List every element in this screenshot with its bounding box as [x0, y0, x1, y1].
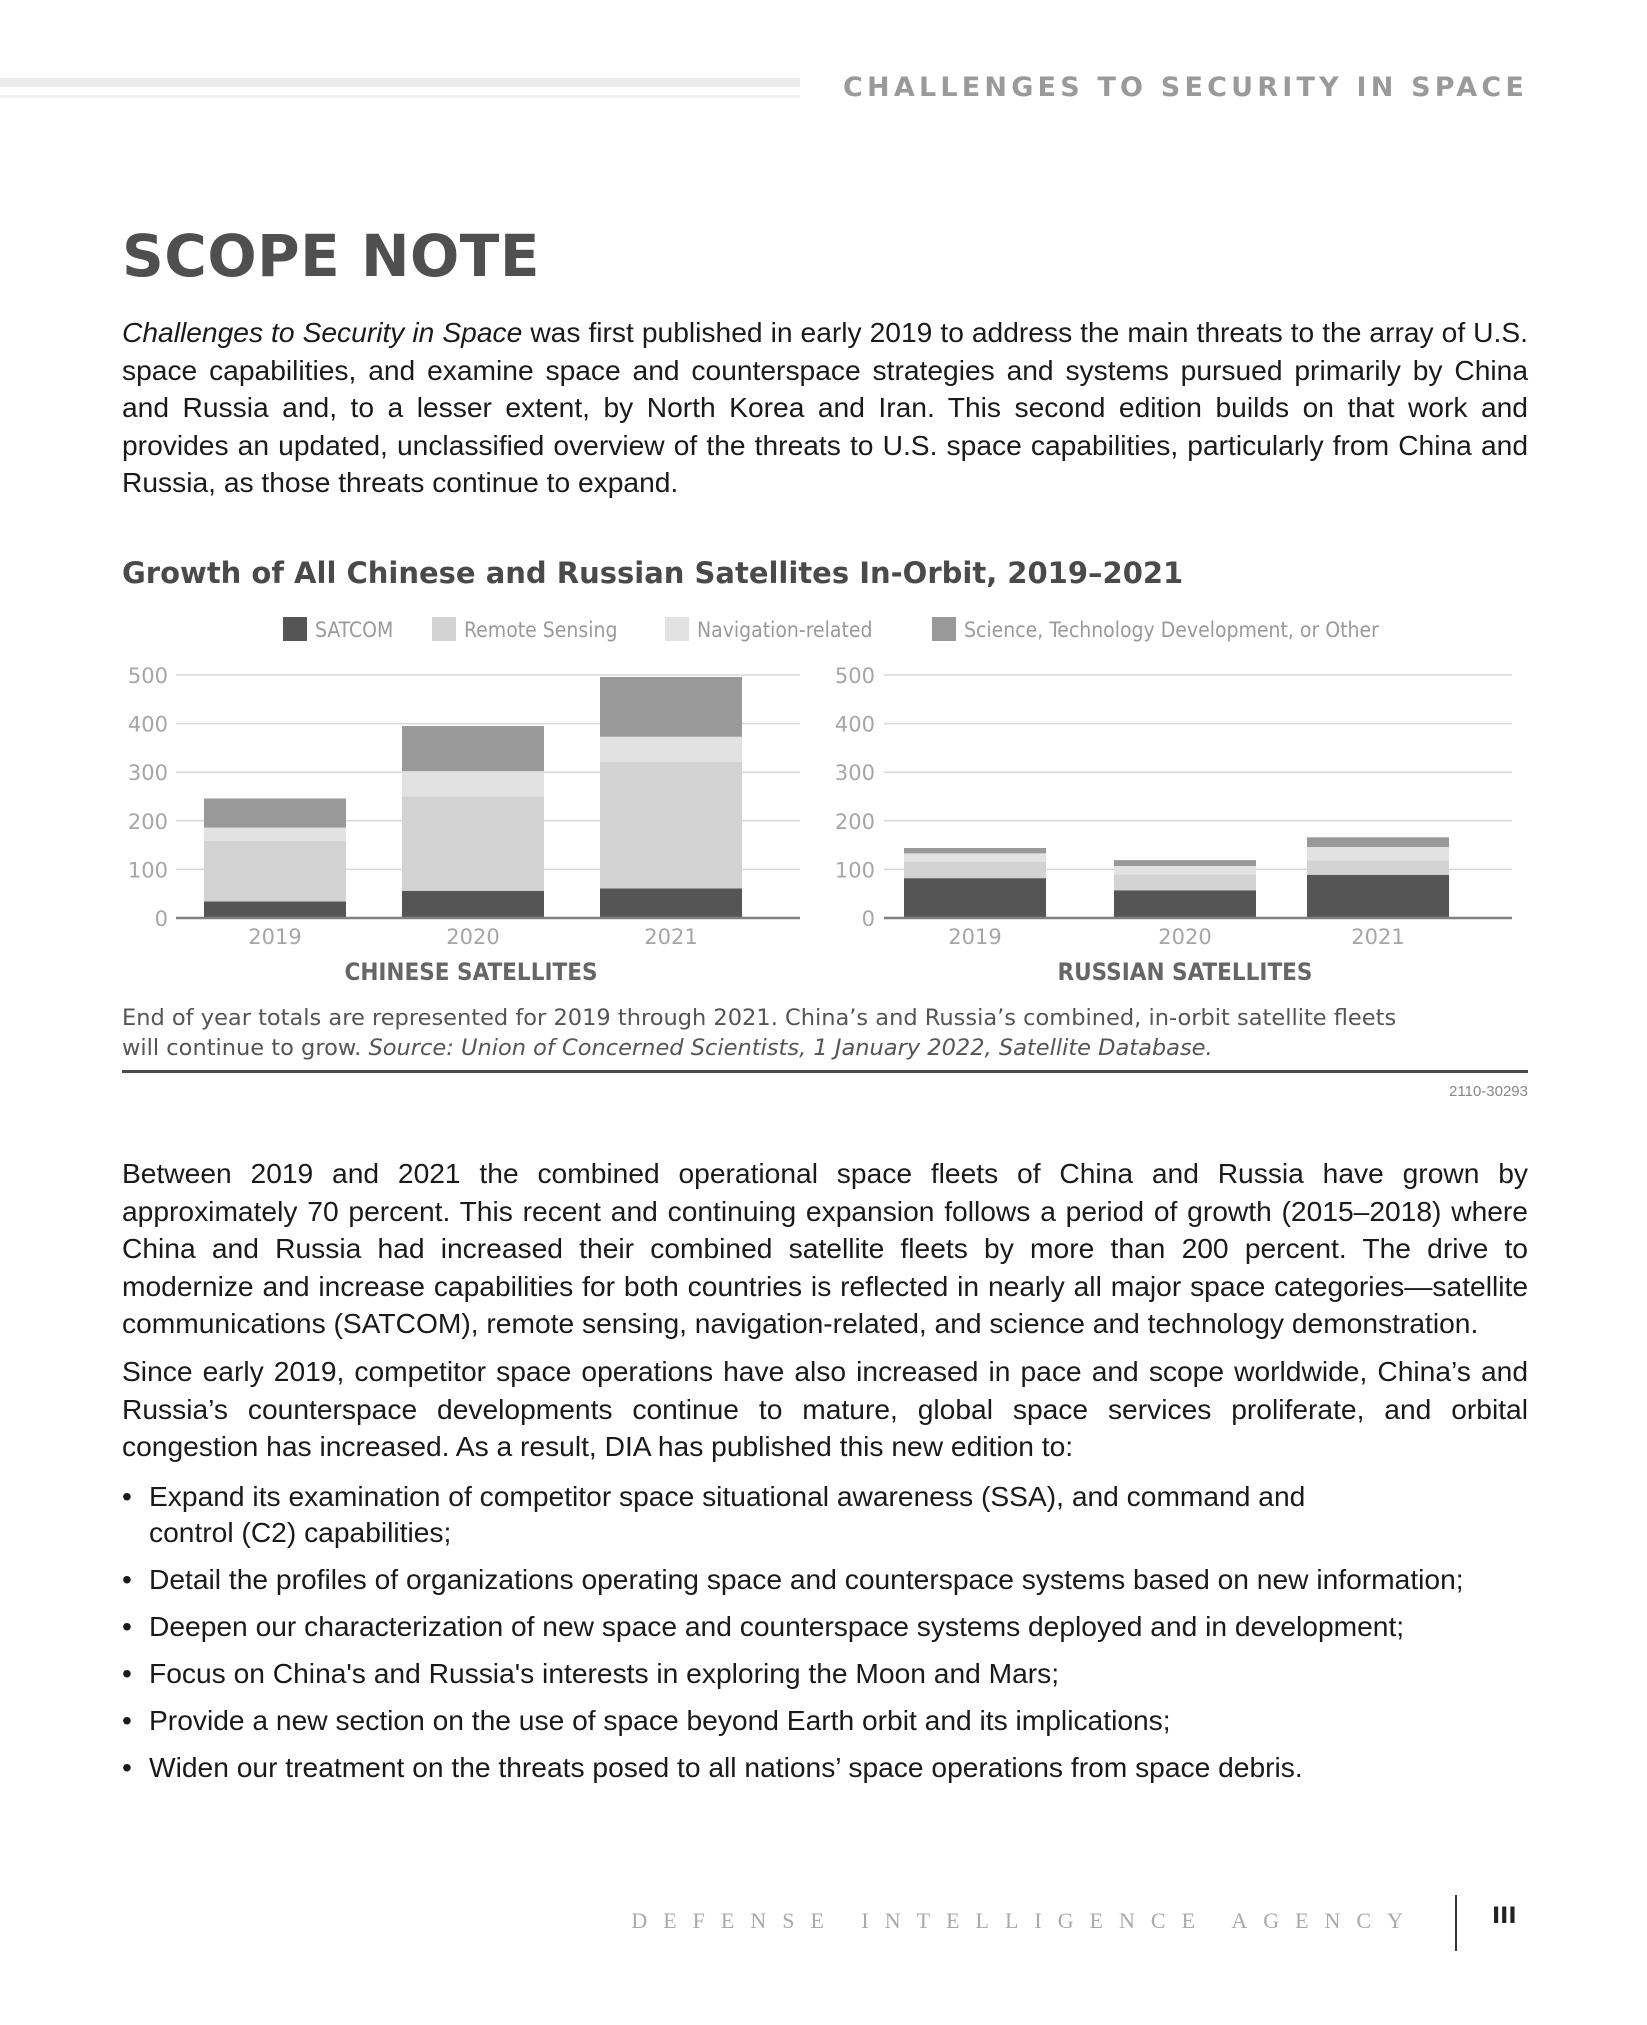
legend-swatch — [665, 617, 689, 641]
bar-segment — [1307, 837, 1449, 847]
bar-segment — [402, 726, 544, 771]
bar-segment — [204, 901, 346, 918]
caption-divider — [122, 1070, 1528, 1073]
intro-text: was first published in early 2019 to address the main threats to the array of U.S. space capabilities, and examine space and counterspace strategies and systems pursued primarily by China and Russia and, to a lesser extent, by North Korea and Iran. This second edition builds on that work and provides an updated, unclassified overview of the threats to U.S. space capabilities, particularly from China and Russia, as those threats continue to expand. — [122, 316, 1528, 499]
bar-segment — [204, 841, 346, 902]
bullet-icon: • — [122, 1703, 132, 1736]
footer-agency-name: DEFENSE INTELLIGENCE AGENCY — [631, 1908, 1419, 1933]
bar-segment — [904, 848, 1046, 853]
caption-line-2 — [122, 1033, 1528, 1063]
bar-segment — [600, 677, 742, 737]
bar-segment — [1114, 874, 1256, 890]
bar-segment — [600, 888, 742, 918]
panel-title: RUSSIAN SATELLITES — [1057, 958, 1313, 986]
bar-segment — [1114, 890, 1256, 918]
list-item: • Widen our treatment on the threats posed to all nations’ space operations from space debris. — [122, 1750, 1303, 1783]
bar-segment — [1114, 866, 1256, 874]
list-item: • Detail the profiles of organizations operating space and counterspace systems based on new information; — [122, 1562, 1464, 1595]
x-tick-label: 2020 — [1158, 925, 1212, 949]
page-number: III — [1492, 1904, 1517, 1929]
legend-label: Remote Sensing — [464, 618, 618, 642]
bar-segment — [402, 797, 544, 891]
legend-swatch — [932, 617, 956, 641]
list-item: • Provide a new section on the use of space beyond Earth orbit and its implications; — [122, 1703, 1171, 1736]
y-tick-label: 0 — [154, 907, 168, 931]
bar-segment — [600, 762, 742, 888]
bar-segment — [402, 771, 544, 796]
x-tick-label: 2021 — [1351, 925, 1405, 949]
y-tick-label: 500 — [834, 664, 875, 688]
y-tick-label: 300 — [834, 761, 875, 786]
satellite-growth-chart — [0, 0, 1647, 1000]
legend-label: Science, Technology Development, or Other — [964, 618, 1379, 642]
list-item: • Expand its examination of competitor space situational awareness (SSA), and command and control (C2) capabilities; — [122, 1479, 1306, 1548]
caption-line-1: End of year totals are represented for 2019 through 2021. China’s and Russia’s combined, in-orbit satellite fleets — [122, 1005, 1397, 1031]
caption-text: will continue to grow. — [122, 1035, 369, 1061]
list-item: • Focus on China's and Russia's interests in exploring the Moon and Mars; — [122, 1656, 1060, 1689]
chart-title: Growth of All Chinese and Russian Satellites In-Orbit, 2019–2021 — [122, 556, 1184, 590]
x-tick-label: 2019 — [948, 925, 1002, 949]
bar-segment — [1114, 860, 1256, 866]
y-tick-label: 300 — [127, 761, 168, 786]
bullet-icon: • — [122, 1562, 132, 1595]
y-tick-label: 100 — [834, 858, 875, 883]
page-title: SCOPE NOTE — [122, 222, 540, 290]
caption-source: Source: Union of Concerned Scientists, 1 January 2022, Satellite Database. — [368, 1035, 1213, 1061]
chart-caption — [122, 1003, 1528, 1063]
bullet-icon: • — [122, 1479, 132, 1512]
running-head: CHALLENGES TO SECURITY IN SPACE — [843, 72, 1528, 103]
y-tick-label: 100 — [127, 858, 168, 883]
bar-segment — [904, 878, 1046, 918]
body-paragraph-1: Between 2019 and 2021 the combined operational space fleets of China and Russia have grown by approximately 70 percent. This recent and continuing expansion follows a period of growth (2015–2018) where China and Russia had increased their combined satellite fleets by more than 200 percent. The drive to modernize and increase capabilities for both countries is reflected in nearly all major space categories—satellite communications (SATCOM), remote sensing, navigation-related, and science and technology demonstration. — [122, 1157, 1528, 1340]
list-item: • Deepen our characterization of new space and counterspace systems deployed and in development; — [122, 1609, 1405, 1642]
bar-segment — [1307, 875, 1449, 918]
bullet-icon: • — [122, 1656, 132, 1689]
bar-segment — [1307, 847, 1449, 860]
figure-id: 2110-30293 — [1449, 1083, 1528, 1100]
bar-segment — [904, 853, 1046, 861]
legend-swatch — [283, 617, 307, 641]
bar-segment — [904, 862, 1046, 879]
footer-divider — [1455, 1895, 1457, 1951]
y-tick-label: 200 — [127, 809, 168, 834]
bullet-icon: • — [122, 1609, 132, 1642]
x-tick-label: 2019 — [248, 925, 302, 949]
bar-segment — [1307, 860, 1449, 875]
y-tick-label: 0 — [861, 907, 875, 931]
y-tick-label: 400 — [834, 712, 875, 737]
x-tick-label: 2021 — [644, 925, 698, 949]
legend-swatch — [432, 617, 456, 641]
body-section — [122, 1155, 1528, 1796]
x-tick-label: 2020 — [446, 925, 500, 949]
legend-label: Navigation-related — [697, 618, 873, 642]
panel-title: CHINESE SATELLITES — [344, 958, 598, 986]
bullet-icon: • — [122, 1750, 132, 1783]
y-tick-label: 400 — [127, 712, 168, 737]
body-paragraph-2: Since early 2019, competitor space operations have also increased in pace and scope worldwide, China’s and Russia’s counterspace developments continue to mature, global space services proliferate, and orbital congestion has increased. As a result, DIA has published this new edition to: — [122, 1354, 1528, 1463]
bar-segment — [204, 828, 346, 841]
bar-segment — [600, 737, 742, 762]
bar-segment — [402, 891, 544, 918]
objectives-list — [122, 1478, 1528, 1785]
bar-segment — [204, 798, 346, 827]
y-tick-label: 500 — [127, 664, 168, 688]
y-tick-label: 200 — [834, 809, 875, 834]
publication-title: Challenges to Security in Space — [122, 316, 523, 348]
legend-label: SATCOM — [315, 618, 394, 642]
